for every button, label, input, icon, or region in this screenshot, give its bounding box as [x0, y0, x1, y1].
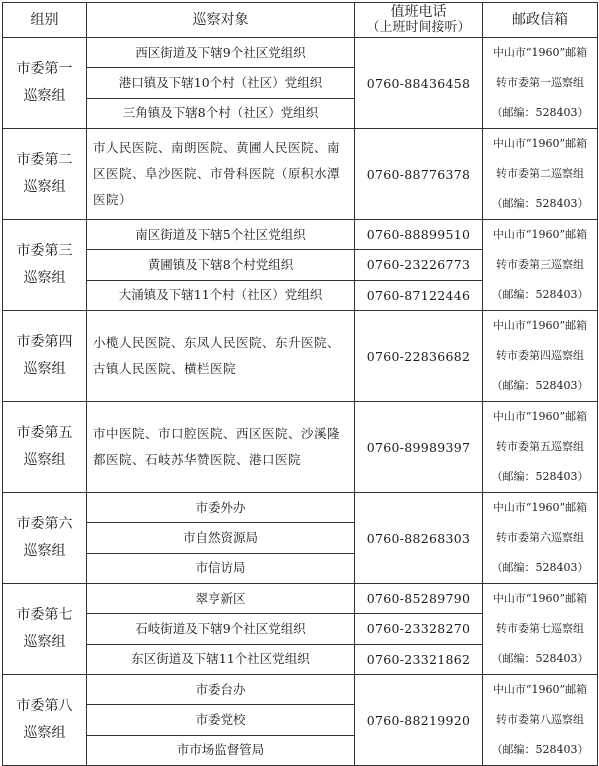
mailbox — [483, 311, 598, 402]
table-row — [3, 38, 598, 68]
group-name — [3, 129, 87, 220]
mailbox-line: 中山市“1960”邮箱 — [492, 501, 588, 514]
mailbox — [483, 584, 598, 675]
mailbox — [483, 129, 598, 220]
duty-phone: 0760-88219920 — [355, 675, 483, 766]
header-phone — [355, 3, 483, 38]
mailbox-line: 中山市“1960”邮箱 — [492, 137, 588, 150]
group-name — [3, 38, 87, 129]
inspection-target: 市中医院、市口腔医院、西区医院、沙溪隆都医院、石岐苏华赞医院、港口医院 — [87, 402, 355, 493]
mailbox-line: （邮编：528403） — [491, 197, 589, 210]
mailbox-line: 转市委第四巡察组 — [496, 349, 584, 362]
table-row — [3, 402, 598, 493]
group-name-line2: 巡察组 — [23, 725, 66, 741]
mailbox-line: 中山市“1960”邮箱 — [492, 46, 588, 59]
header-mail: 邮政信箱 — [483, 3, 598, 38]
inspection-target: 石岐街道及下辖9个社区党组织 — [87, 614, 355, 644]
group-name-line1: 市委第七 — [16, 607, 73, 623]
inspection-target: 大涌镇及下辖11个村（社区）党组织 — [87, 280, 355, 310]
inspection-target: 港口镇及下辖10个村（社区）党组织 — [87, 68, 355, 98]
inspection-table — [2, 2, 598, 766]
table-header-row — [3, 3, 598, 38]
inspection-target: 市委台办 — [87, 675, 355, 705]
inspection-target: 南区街道及下辖5个社区党组织 — [87, 220, 355, 250]
group-name-line2: 巡察组 — [23, 452, 66, 468]
duty-phone: 0760-22836682 — [355, 311, 483, 402]
mailbox — [483, 220, 598, 311]
mailbox-line: （邮编：528403） — [491, 470, 589, 483]
group-name-line1: 市委第六 — [16, 516, 73, 532]
table-row — [3, 311, 598, 402]
header-phone-line1: 值班电话 — [390, 4, 447, 20]
duty-phone: 0760-88436458 — [355, 38, 483, 129]
mailbox — [483, 493, 598, 584]
mailbox-line: 转市委第一巡察组 — [496, 76, 584, 89]
inspection-target: 市人民医院、南朗医院、黄圃人民医院、南区医院、阜沙医院、市骨科医院（原积水潭医院） — [87, 129, 355, 220]
inspection-target: 市委党校 — [87, 705, 355, 735]
duty-phone: 0760-89989397 — [355, 402, 483, 493]
inspection-target: 东区街道及下辖11个社区党组织 — [87, 644, 355, 674]
duty-phone: 0760-23226773 — [355, 250, 483, 280]
inspection-target: 市委外办 — [87, 493, 355, 523]
mailbox-line: 转市委第二巡察组 — [496, 167, 584, 180]
group-name-line1: 市委第五 — [16, 425, 73, 441]
group-name-line2: 巡察组 — [23, 88, 66, 104]
table-row — [3, 220, 598, 250]
duty-phone: 0760-88899510 — [355, 220, 483, 250]
mailbox-line: （邮编：528403） — [491, 652, 589, 665]
mailbox-line: （邮编：528403） — [491, 379, 589, 392]
group-name-line1: 市委第四 — [16, 334, 73, 350]
mailbox-line: 转市委第五巡察组 — [496, 440, 584, 453]
duty-phone: 0760-88776378 — [355, 129, 483, 220]
group-name — [3, 220, 87, 311]
group-name-line2: 巡察组 — [23, 179, 66, 195]
inspection-target: 西区街道及下辖9个社区党组织 — [87, 38, 355, 68]
group-name-line2: 巡察组 — [23, 270, 66, 286]
duty-phone: 0760-87122446 — [355, 280, 483, 310]
mailbox-line: （邮编：528403） — [491, 288, 589, 301]
group-name-line2: 巡察组 — [23, 361, 66, 377]
group-name — [3, 402, 87, 493]
mailbox-line: 转市委第七巡察组 — [496, 622, 584, 635]
table-row — [3, 584, 598, 614]
inspection-target: 市自然资源局 — [87, 523, 355, 553]
table-row — [3, 129, 598, 220]
mailbox-line: 中山市“1960”邮箱 — [492, 683, 588, 696]
header-target: 巡察对象 — [87, 3, 355, 38]
group-name-line1: 市委第八 — [16, 698, 73, 714]
mailbox-line: （邮编：528403） — [491, 561, 589, 574]
mailbox-line: 中山市“1960”邮箱 — [492, 592, 588, 605]
duty-phone: 0760-85289790 — [355, 584, 483, 614]
mailbox-line: 中山市“1960”邮箱 — [492, 410, 588, 423]
inspection-target: 三角镇及下辖8个村（社区）党组织 — [87, 98, 355, 128]
mailbox-line: （邮编：528403） — [491, 743, 589, 756]
mailbox — [483, 402, 598, 493]
inspection-target: 小榄人民医院、东凤人民医院、东升医院、古镇人民医院、横栏医院 — [87, 311, 355, 402]
mailbox-line: 转市委第三巡察组 — [496, 258, 584, 271]
mailbox — [483, 675, 598, 766]
inspection-target: 黄圃镇及下辖8个村党组织 — [87, 250, 355, 280]
header-group: 组别 — [3, 3, 87, 38]
group-name — [3, 493, 87, 584]
group-name-line1: 市委第三 — [16, 243, 73, 259]
group-name-line1: 市委第二 — [16, 152, 73, 168]
header-phone-line2: （上班时间接听） — [366, 20, 471, 35]
group-name — [3, 311, 87, 402]
mailbox-line: 转市委第八巡察组 — [496, 713, 584, 726]
group-name — [3, 584, 87, 675]
mailbox-line: 中山市“1960”邮箱 — [492, 228, 588, 241]
mailbox-line: 转市委第六巡察组 — [496, 531, 584, 544]
mailbox-line: 中山市“1960”邮箱 — [492, 319, 588, 332]
inspection-target: 市信访局 — [87, 553, 355, 583]
group-name — [3, 675, 87, 766]
mailbox-line: （邮编：528403） — [491, 106, 589, 119]
table-row — [3, 675, 598, 705]
group-name-line1: 市委第一 — [16, 61, 73, 77]
inspection-target: 市市场监督管局 — [87, 735, 355, 765]
group-name-line2: 巡察组 — [23, 543, 66, 559]
group-name-line2: 巡察组 — [23, 634, 66, 650]
mailbox — [483, 38, 598, 129]
duty-phone: 0760-23321862 — [355, 644, 483, 674]
inspection-target: 翠亨新区 — [87, 584, 355, 614]
duty-phone: 0760-23328270 — [355, 614, 483, 644]
table-row — [3, 493, 598, 523]
duty-phone: 0760-88268303 — [355, 493, 483, 584]
